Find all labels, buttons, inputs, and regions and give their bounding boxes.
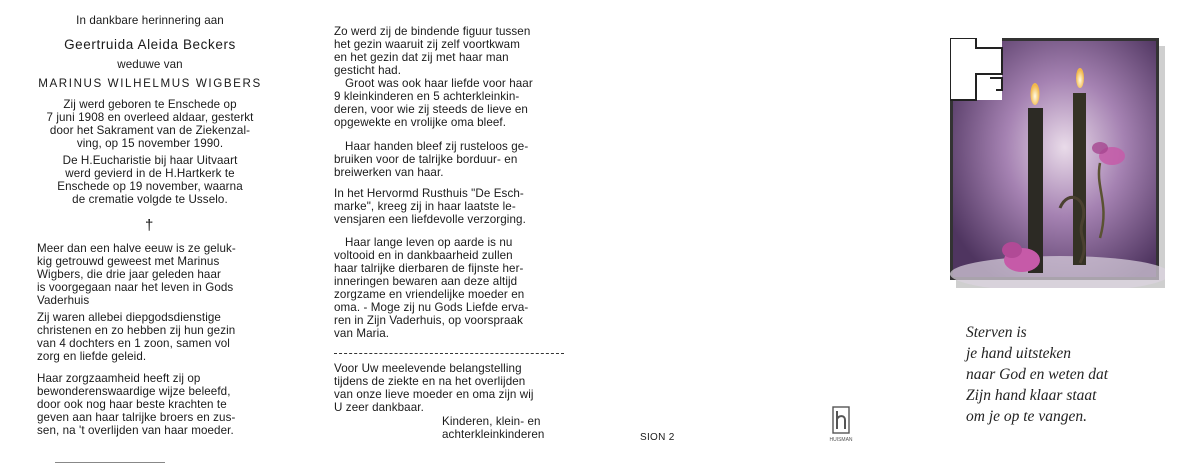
- text-line: marke", kreeg zij in haar laatste le-: [334, 200, 516, 213]
- text-line: door ook nog haar beste krachten te: [37, 398, 227, 411]
- card-panel-right: [930, 0, 1200, 468]
- poem-line: naar God en weten dat: [966, 366, 1109, 383]
- text-line: 9 kleinkinderen en 5 achterkleinkin-: [334, 90, 520, 103]
- text-line: oma. - Moge zij nu Gods Liefde erva-: [334, 301, 529, 314]
- poem-line: je hand uitsteken: [966, 345, 1072, 362]
- print-code: SION 2: [640, 432, 675, 443]
- text-line: inneringen bewaren aan deze altijd: [334, 275, 518, 288]
- text-line: Wigbers, die drie jaar geleden haar: [37, 268, 221, 281]
- text-line: door het Sakrament van de Ziekenzal-: [49, 124, 251, 137]
- text-line: werd gevierd in de H.Hartkerk te: [65, 167, 235, 180]
- text-line: Zij waren allebei diepgodsdienstige: [37, 311, 221, 324]
- poem-line: om je op te vangen.: [966, 408, 1087, 425]
- text-line: bewonderenswaardige wijze beleefd,: [37, 385, 231, 398]
- text-line: De H.Eucharistie bij haar Uitvaart: [62, 154, 238, 167]
- widow-of-line: weduwe van: [117, 58, 183, 71]
- text-line: van onze lieve moeder en oma zijn wij: [334, 388, 534, 401]
- poem-line: Sterven is: [966, 324, 1027, 341]
- publisher-logo: [829, 406, 853, 444]
- text-line: kig getrouwd geweest met Marinus: [37, 255, 220, 268]
- text-line: van Maria.: [334, 327, 390, 340]
- card-panel-left: [0, 0, 300, 468]
- text-line: ving, op 15 november 1990.: [76, 137, 224, 150]
- text-line: zorg en liefde geleid.: [37, 350, 147, 363]
- text-line: Haar lange leven op aarde is nu: [345, 236, 513, 249]
- text-line: opgewekte en vrolijke oma bleef.: [334, 116, 507, 129]
- poem: [966, 322, 1108, 427]
- footer-divider: [55, 462, 165, 463]
- text-line: het gezin waaruit zij zelf voortkwam: [334, 38, 520, 51]
- cross-icon: [950, 38, 1002, 100]
- text-line: bruiken voor de talrijke borduur- en: [334, 153, 518, 166]
- text-line: Kinderen, klein- en: [442, 415, 541, 428]
- logo-text: HUISMAN: [829, 437, 853, 443]
- text-line: gesticht had.: [334, 64, 402, 77]
- text-line: Voor Uw meelevende belangstelling: [334, 362, 522, 375]
- text-line: Groot was ook haar liefde voor haar: [345, 77, 533, 90]
- text-line: voltooid en in dankbaarheid zullen: [334, 249, 513, 262]
- section-divider: [334, 353, 564, 354]
- poem-line: Zijn hand klaar staat: [966, 387, 1097, 404]
- intro-line: In dankbare herinnering aan: [76, 14, 224, 27]
- text-line: sen, na 't overlijden van haar moeder.: [37, 424, 234, 437]
- text-line: de crematie volgde te Usselo.: [72, 193, 228, 206]
- text-line: Haar handen bleef zij rusteloos ge-: [345, 140, 529, 153]
- text-line: In het Hervormd Rusthuis "De Esch-: [334, 187, 524, 200]
- text-line: tijdens de ziekte en na het overlijden: [334, 375, 526, 388]
- husband-name: MARINUS WILHELMUS WIGBERS: [38, 77, 262, 90]
- text-line: christenen en zo hebben zij hun gezin: [37, 324, 236, 337]
- text-line: van 4 dochters en 1 zoon, samen vol: [37, 337, 230, 350]
- text-line: 7 juni 1908 en overleed aldaar, gesterkt: [46, 111, 254, 124]
- text-line: en het gezin dat zij met haar man: [334, 51, 509, 64]
- text-line: achterkleinkinderen: [442, 428, 545, 441]
- text-line: deren, voor wie zij steeds de lieve en: [334, 103, 528, 116]
- text-line: Haar zorgzaamheid heeft zij op: [37, 372, 201, 385]
- text-line: geven aan haar talrijke broers en zus-: [37, 411, 236, 424]
- cross-icon: †: [145, 217, 154, 234]
- card-panel-back: [600, 0, 930, 468]
- text-line: zorgzame en vriendelijke moeder en: [334, 288, 525, 301]
- text-line: Zo werd zij de bindende figuur tussen: [334, 25, 531, 38]
- card-panel-middle: [300, 0, 600, 468]
- text-line: is voorgegaan naar het leven in Gods: [37, 281, 234, 294]
- text-line: U zeer dankbaar.: [334, 401, 424, 414]
- text-line: Zij werd geboren te Enschede op: [63, 98, 237, 111]
- text-line: vensjaren een liefdevolle verzorging.: [334, 213, 526, 226]
- deceased-name: Geertruida Aleida Beckers: [64, 37, 236, 52]
- text-line: Vaderhuis: [37, 294, 90, 307]
- text-line: Meer dan een halve eeuw is ze geluk-: [37, 242, 236, 255]
- text-line: ren in Zijn Vaderhuis, op voorspraak: [334, 314, 523, 327]
- text-line: haar talrijke dierbaren de fijnste her-: [334, 262, 524, 275]
- candle-photo: [950, 38, 1165, 288]
- text-line: Enschede op 19 november, waarna: [57, 180, 243, 193]
- text-line: breiwerken van haar.: [334, 166, 444, 179]
